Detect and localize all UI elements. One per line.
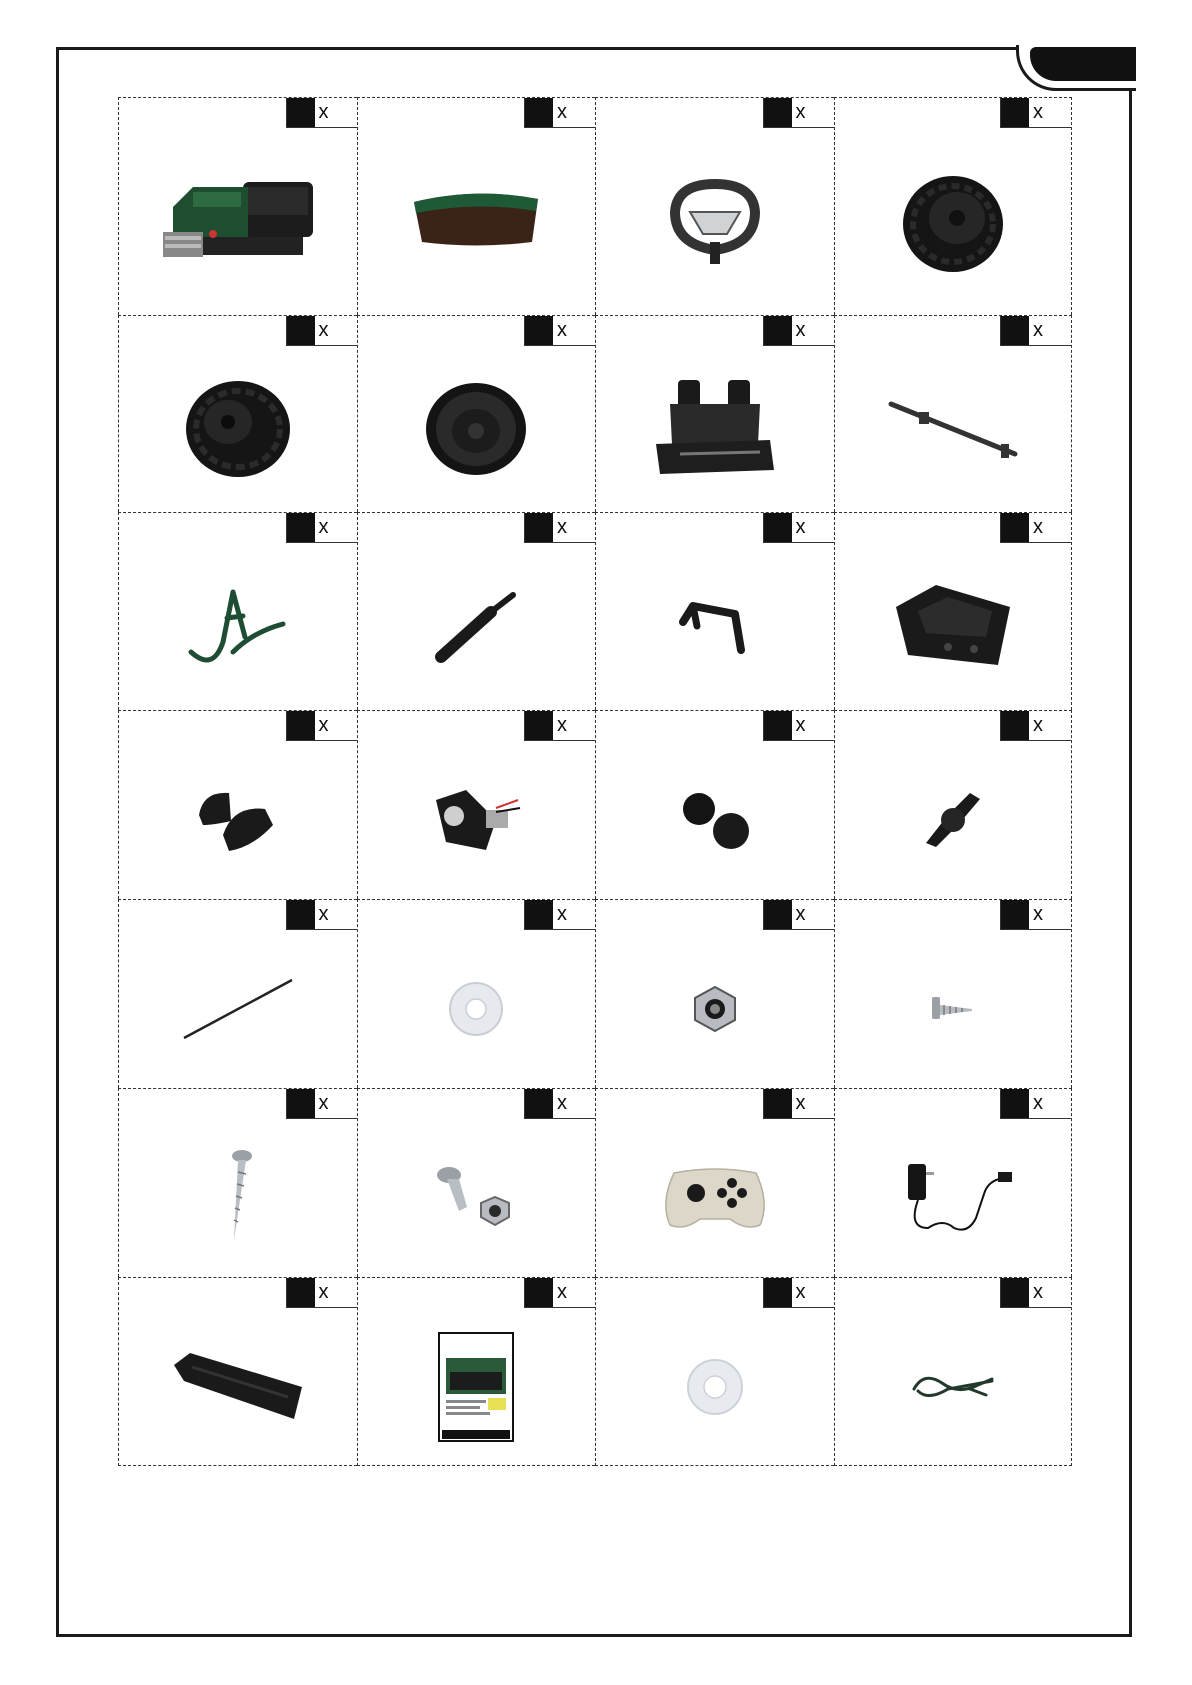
quantity-number [764,1278,792,1307]
quantity-number [764,1089,792,1118]
large-wheel-icon [893,162,1013,282]
quantity-number [287,1089,315,1118]
quantity-number [525,1278,553,1307]
steering-shaft-icon [431,587,521,667]
part-cell [834,97,1073,315]
part-cell [595,1277,834,1466]
quantity-symbol: x [1033,903,1043,925]
quantity-symbol: x [795,101,806,123]
part-cell [118,1088,357,1277]
battery-cover-icon [888,577,1018,677]
quantity-symbol: x [318,1281,329,1303]
quantity-number [1001,1089,1029,1118]
part-cell [595,899,834,1088]
vehicle-body-icon [153,162,323,282]
parts-row [118,315,1072,512]
quantity-number [287,98,315,127]
quantity-number [1001,98,1029,127]
quantity-symbol: x [557,319,567,341]
parts-grid [118,97,1072,1466]
part-cell [118,315,357,512]
quantity-symbol: x [318,101,329,123]
quantity-badge [286,1089,357,1119]
quantity-symbol: x [557,1092,567,1114]
parts-row [118,97,1072,315]
quantity-number [1001,711,1029,740]
part-cell [595,97,834,315]
quantity-badge [1000,98,1071,128]
parts-row [118,1088,1072,1277]
quantity-symbol: x [557,1281,567,1303]
rear-seat-icon [650,374,780,484]
quantity-symbol: x [1033,101,1043,123]
part-cell [357,899,596,1088]
part-cell [118,512,357,710]
quantity-badge [763,513,834,543]
long-screw-icon [218,1148,258,1248]
quantity-number [1001,1278,1029,1307]
part-cell [834,1277,1073,1466]
quantity-symbol: x [318,319,329,341]
quantity-badge [1000,711,1071,741]
quantity-badge [524,1278,595,1308]
quantity-number [287,1278,315,1307]
quantity-symbol: x [557,516,567,538]
part-cell [357,710,596,899]
quantity-number [764,98,792,127]
part-cell [118,97,357,315]
quantity-symbol: x [557,903,567,925]
quantity-badge [763,900,834,930]
quantity-symbol: x [557,714,567,736]
quantity-badge [763,711,834,741]
quantity-number [764,900,792,929]
quantity-badge [286,1278,357,1308]
quantity-number [525,316,553,345]
quantity-symbol: x [1033,319,1043,341]
part-cell [357,315,596,512]
quantity-number [525,711,553,740]
quantity-number [287,316,315,345]
charger-icon [888,1158,1018,1238]
part-cell [595,1088,834,1277]
quantity-badge [524,316,595,346]
part-cell [118,1277,357,1466]
large-washer-icon [685,1357,745,1417]
axle-rod-icon [883,394,1023,464]
quantity-number [764,316,792,345]
part-cell [834,710,1073,899]
part-cell [595,315,834,512]
wheel-icon [178,374,298,484]
u-bracket-icon [675,592,755,662]
quantity-badge [763,98,834,128]
mirrors-icon [193,785,283,855]
quantity-badge [1000,316,1071,346]
lock-nut-icon [690,984,740,1034]
quantity-symbol: x [795,903,806,925]
quantity-symbol: x [795,516,806,538]
quantity-badge [1000,513,1071,543]
page-corner-tab [1030,47,1136,81]
quantity-badge [524,98,595,128]
quantity-number [287,711,315,740]
quantity-symbol: x [318,714,329,736]
quantity-number [287,513,315,542]
part-cell [595,512,834,710]
parts-row [118,512,1072,710]
quantity-symbol: x [1033,714,1043,736]
quantity-badge [524,900,595,930]
quantity-number [764,711,792,740]
quantity-symbol: x [795,1092,806,1114]
quantity-number [525,513,553,542]
seat-cushion-icon [406,187,546,257]
part-cell [357,1277,596,1466]
bolt-and-nut-icon [431,1163,521,1233]
hubcap-icon [421,379,531,479]
quantity-badge [763,1089,834,1119]
wing-knob-icon [918,785,988,855]
r-clip-icon [908,1367,998,1407]
washer-icon [446,979,506,1039]
quantity-symbol: x [318,1092,329,1114]
part-cell [357,1088,596,1277]
short-screw-icon [928,991,978,1027]
part-cell [834,315,1073,512]
manual-booklet-icon [438,1332,514,1442]
quantity-symbol: x [557,101,567,123]
quantity-badge [763,316,834,346]
quantity-badge [286,316,357,346]
quantity-badge [1000,1278,1071,1308]
quantity-badge [286,513,357,543]
part-cell [834,512,1073,710]
part-cell [834,1088,1073,1277]
pin-rod-icon [178,974,298,1044]
parts-row [118,1277,1072,1466]
quantity-number [1001,513,1029,542]
part-cell [118,899,357,1088]
quantity-symbol: x [1033,1092,1043,1114]
part-cell [118,710,357,899]
remote-control-icon [660,1163,770,1233]
quantity-number [764,513,792,542]
quantity-symbol: x [795,1281,806,1303]
quantity-badge [524,1089,595,1119]
quantity-badge [524,513,595,543]
quantity-badge [286,711,357,741]
quantity-number [525,98,553,127]
footrest-panel-icon [168,1347,308,1427]
quantity-badge [524,711,595,741]
quantity-badge [1000,1089,1071,1119]
quantity-symbol: x [1033,1281,1043,1303]
quantity-badge [286,900,357,930]
quantity-number [1001,900,1029,929]
bumper-frame-icon [183,582,293,672]
quantity-badge [1000,900,1071,930]
quantity-symbol: x [795,319,806,341]
part-cell [357,97,596,315]
quantity-symbol: x [1033,516,1043,538]
caps-icon [675,785,755,855]
quantity-symbol: x [318,903,329,925]
steering-wheel-icon [665,172,765,272]
quantity-number [525,900,553,929]
quantity-symbol: x [795,714,806,736]
part-cell [595,710,834,899]
quantity-badge [286,98,357,128]
part-cell [357,512,596,710]
quantity-number [525,1089,553,1118]
quantity-number [287,900,315,929]
quantity-badge [763,1278,834,1308]
quantity-number [1001,316,1029,345]
gearbox-motor-icon [426,780,526,860]
parts-row [118,899,1072,1088]
parts-row [118,710,1072,899]
quantity-symbol: x [318,516,329,538]
part-cell [834,899,1073,1088]
